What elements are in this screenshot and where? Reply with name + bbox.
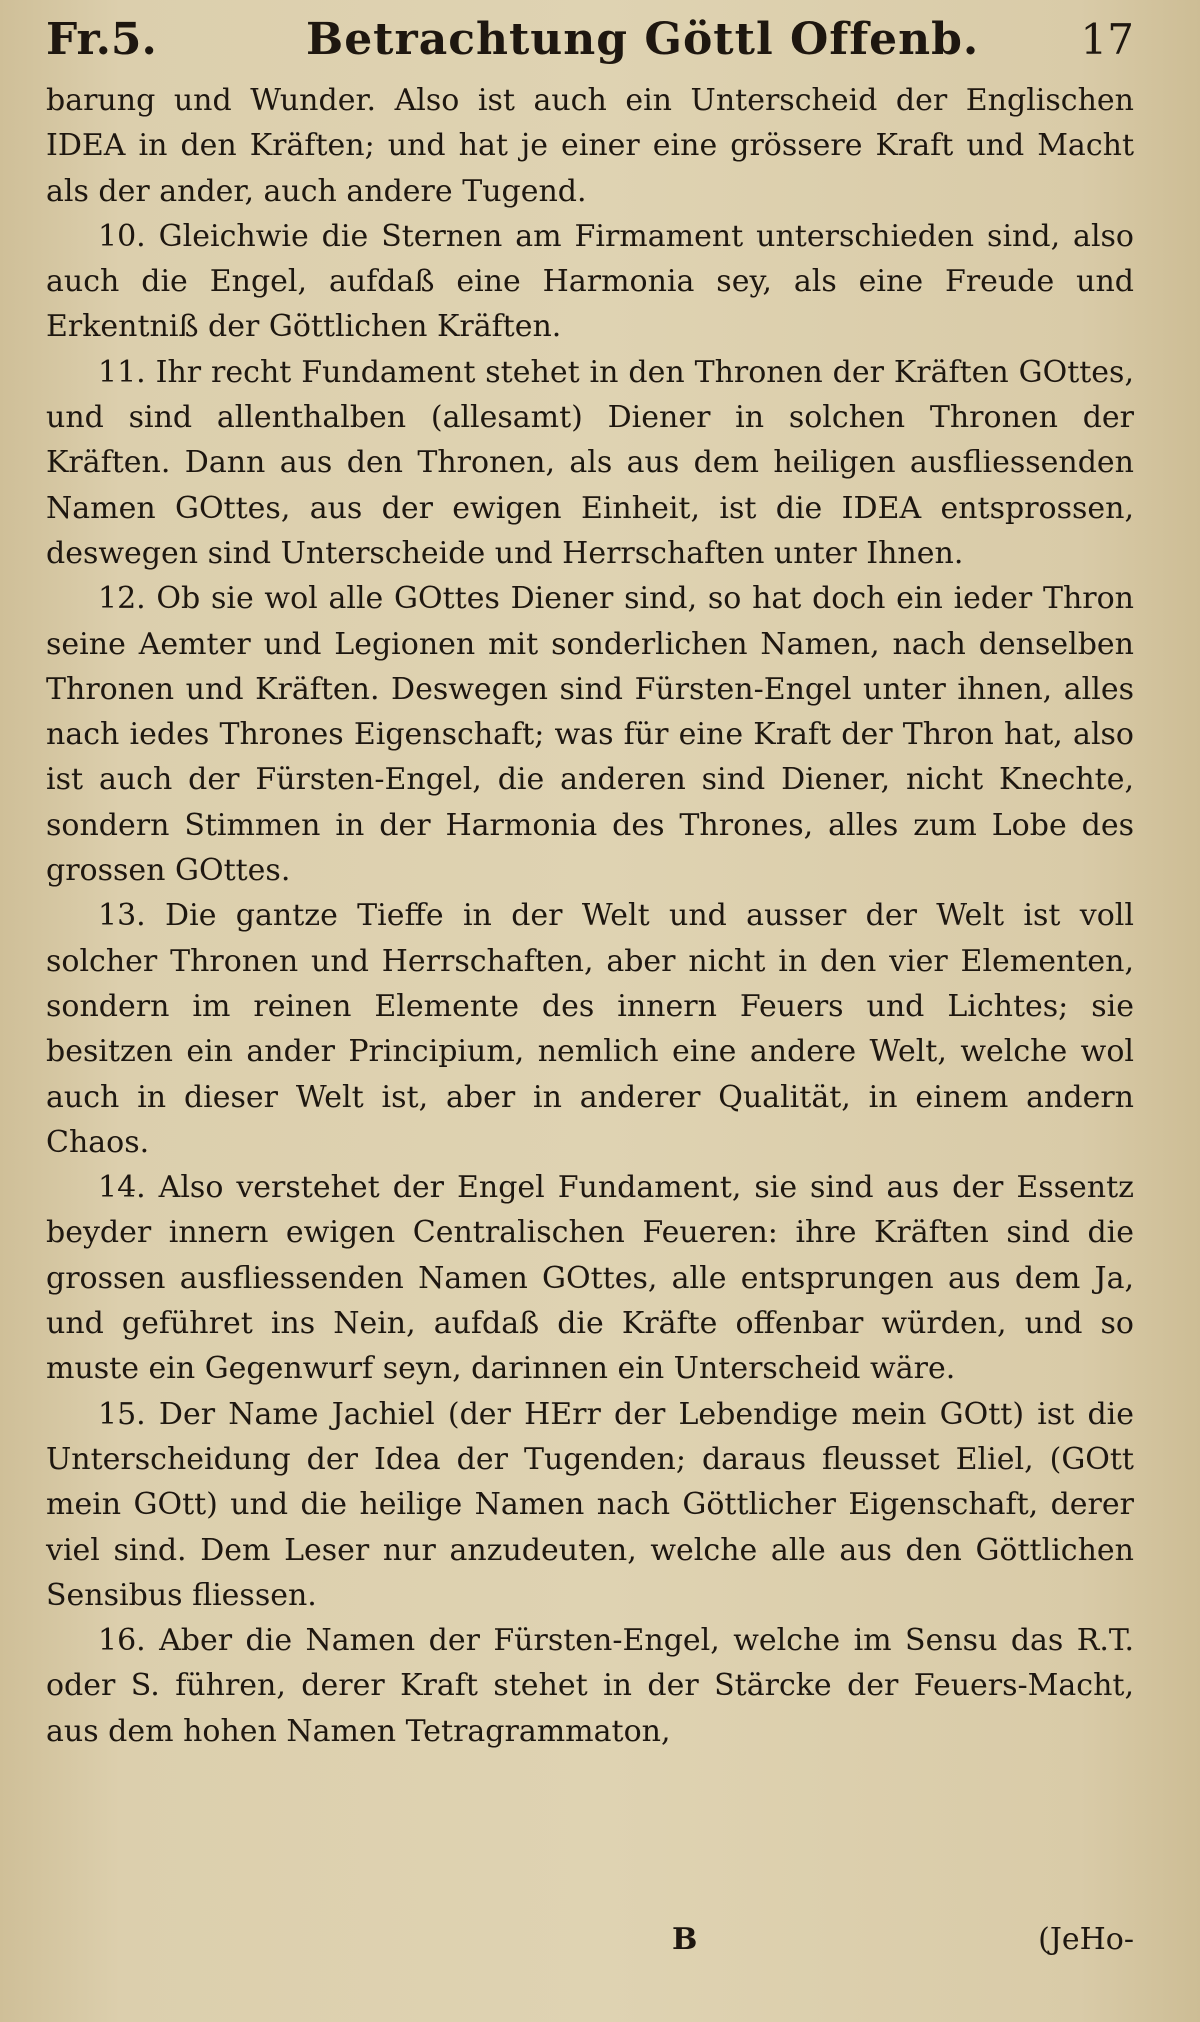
body-text [46,78,1134,1754]
page-footer [46,1922,1134,1972]
catchword: (JeHo- [1038,1922,1134,1957]
running-title: Betrachtung Göttl Offenb. [306,14,980,65]
paragraph-11: 11. Ihr recht Fundament stehet in den Thronen der Kräften GOttes, und sind allenthalben (allesamt) Diener in solchen Thronen der Kräften. Dann aus den Thronen, als aus dem heiligen ausfliessenden Namen GOttes, aus der ewigen Einheit, ist die IDEA entsprossen, deswegen sind Unterscheide und Herrschaften unter Ihnen. [46,354,1134,571]
signature-mark: B [672,1922,698,1957]
paragraph-12: 12. Ob sie wol alle GOttes Diener sind, so hat doch ein ieder Thron seine Aemter und Legionen mit sonderlichen Namen, nach denselben Thronen und Kräften. Deswegen sind Fürsten-Engel unter ihnen, alles nach iedes Thrones Eigenschaft; was für eine Kraft der Thron hat, also ist auch der Fürsten-Engel, die anderen sind Diener, nicht Knechte, sondern Stimmen in der Harmonia des Thrones, alles zum Lobe des grossen GOttes. [46,581,1134,889]
paragraph-continued: barung und Wunder. Also ist auch ein Unterscheid der Englischen IDEA in den Kräften; und hat je einer eine grössere Kraft und Macht als der ander, auch andere Tugend. [46,83,1134,209]
paragraph-14: 14. Also verstehet der Engel Fundament, sie sind aus der Essentz beyder innern ewigen Centralischen Feueren: ihre Kräften sind die grossen ausfliessenden Namen GOttes, alle entsprungen aus dem Ja, und geführet ins Nein, aufdaß die Kräfte offenbar würden, und so muste ein Gegenwurf seyn, darinnen ein Unterscheid wäre. [46,1170,1134,1387]
paragraph-15: 15. Der Name Jachiel (der HErr der Lebendige mein GOtt) ist die Unterscheidung der Idea der Tugenden; daraus fleusset Eliel, (GOtt mein GOtt) und die heilige Namen nach Göttlicher Eigenschaft, derer viel sind. Dem Leser nur anzudeuten, welche alle aus den Göttlichen Sensibus fliessen. [46,1396,1134,1613]
running-header [46,14,1134,78]
paragraph-13: 13. Die gantze Tieffe in der Welt und ausser der Welt ist voll solcher Thronen und Herrschaften, aber nicht in den vier Elementen, sondern im reinen Elemente des innern Feuers und Lichtes; sie besitzen ein ander Principium, nemlich eine andere Welt, welche wol auch in dieser Welt ist, aber in anderer Qualität, in einem andern Chaos. [46,898,1134,1160]
paragraph-10: 10. Gleichwie die Sternen am Firmament unterschieden sind, also auch die Engel, aufdaß eine Harmonia sey, als eine Freude und Erkentniß der Göttlichen Kräften. [46,218,1134,345]
header-signature: Fr.5. [46,14,157,65]
paragraph-16: 16. Aber die Namen der Fürsten-Engel, welche im Sensu das R.T. oder S. führen, derer Kraft stehet in der Stärcke der Feuers-Macht, aus dem hohen Namen Tetragrammaton, [46,1623,1134,1749]
page-number: 17 [1080,15,1134,64]
